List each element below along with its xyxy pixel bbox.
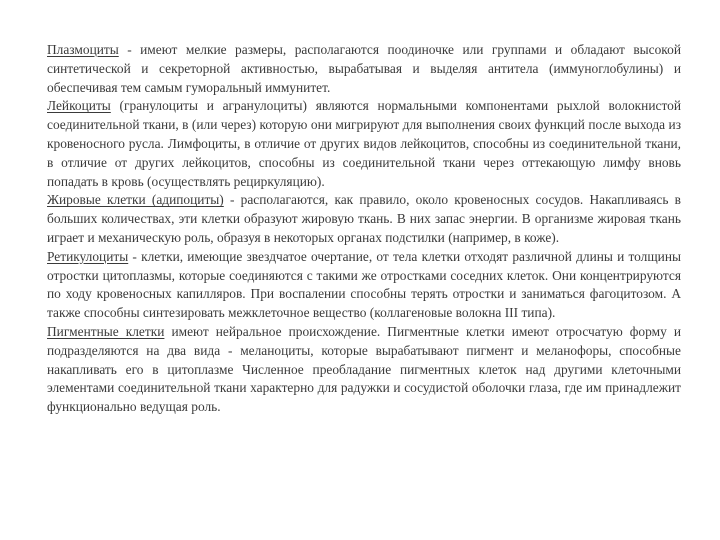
term-plasmocytes: Плазмоциты xyxy=(47,42,119,57)
paragraph-text: (гранулоциты и агранулоциты) являются нормальными компонентами рыхлой волокнистой соединительной ткани, в (или через) которую они мигрируют для выполнения своих функций после выхода из кровеносного русла. Лимфоциты, в отличие от других видов лейкоцитов, способны из соединительной ткани, в отличие от других лейкоцитов, способны из соединительной ткани через оттекающую лимфу вновь попадать в кровь (осуществлять рециркуляцию). xyxy=(47,98,681,189)
document-text xyxy=(47,41,681,417)
paragraph-text: - имеют мелкие размеры, располагаются поодиночке или группами и обладают высокой синтетической и секреторной активностью, вырабатывая и выделяя антитела (иммуноглобулины) и обеспечивая тем самым гуморальный иммунитет. xyxy=(47,42,681,95)
paragraph-pigment-cells xyxy=(47,323,681,417)
paragraph-text: - клетки, имеющие звездчатое очертание, от тела клетки отходят различной длины и толщины отростки цитоплазмы, которые соединяются с такими же отростками соседних клеток. Они концентрируются по ходу кровеносных капилляров. При воспалении способны терять отростки и заниматься фагоцитозом. А также способны синтезировать межклеточное вещество (коллагеновые волокна III типа). xyxy=(47,248,681,321)
term-pigment-cells: Пигментные клетки xyxy=(47,323,165,339)
term-adipocytes: Жировые клетки (адипоциты) xyxy=(47,192,224,208)
paragraph-text: - располагаются, как правило, около кровеносных сосудов. Накапливаясь в больших количествах, эти клетки образуют жировую ткань. В них запас энергии. В организме жировая ткань играет и механическую роль, образуя в некоторых органах подстилки (например, в коже). xyxy=(47,192,681,245)
paragraph-reticulocytes xyxy=(47,248,681,323)
paragraph-plasmocytes xyxy=(47,41,681,97)
term-reticulocytes: Ретикулоциты xyxy=(47,248,129,264)
paragraph-adipocytes xyxy=(47,191,681,247)
term-leukocytes: Лейкоциты xyxy=(47,98,111,114)
paragraph-leukocytes xyxy=(47,97,681,191)
paragraph-text: имеют нейральное происхождение. Пигментные клетки имеют отросчатую форму и подразделяются на два вида - меланоциты, которые вырабатывают пигмент и меланофоры, способные накапливать его в цитоплазме Численное преобладание пигментных клеток над другими клеточными элементами соединительной ткани характерно для радужки и сосудистой оболочки глаза, где им принадлежит функционально ведущая роль. xyxy=(47,323,681,415)
